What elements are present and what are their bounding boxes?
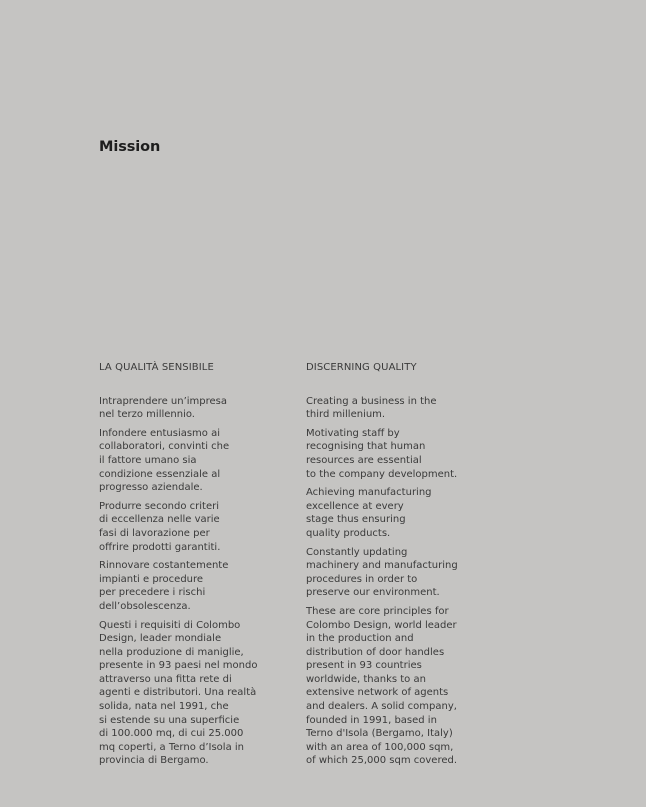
page-title: Mission	[99, 139, 161, 155]
text-line: quality products.	[306, 527, 391, 539]
text-line: Intraprendere un’impresa	[99, 395, 228, 407]
italian-paragraph-1	[99, 395, 269, 422]
italian-paragraph-5	[99, 619, 269, 769]
text-line: stage thus ensuring	[306, 514, 406, 526]
text-line: Motivating staff by	[306, 427, 400, 439]
text-line: These are core principles for	[306, 605, 449, 617]
text-line: presente in 93 paesi nel mondo	[99, 660, 258, 672]
text-line: condizione essenziale al	[99, 468, 221, 480]
text-line: collaboratori, convinti che	[99, 441, 230, 453]
english-paragraph-5	[306, 605, 476, 768]
italian-paragraph-2	[99, 427, 269, 495]
text-line: present in 93 countries	[306, 660, 422, 672]
text-line: attraverso una fitta rete di	[99, 673, 232, 685]
text-line: solida, nata nel 1991, che	[99, 701, 229, 713]
text-line: di eccellenza nelle varie	[99, 514, 220, 526]
english-heading: DISCERNING QUALITY	[306, 362, 417, 373]
text-line: provincia di Bergamo.	[99, 755, 209, 767]
text-line: Produrre secondo criteri	[99, 500, 220, 512]
text-line: mq coperti, a Terno d’Isola in	[99, 741, 244, 753]
text-line: distribution of door handles	[306, 646, 445, 658]
text-line: third millenium.	[306, 409, 386, 421]
text-line: in the production and	[306, 633, 414, 645]
text-line: Creating a business in the	[306, 395, 437, 407]
text-line: and dealers. A solid company,	[306, 701, 457, 713]
text-line: Colombo Design, world leader	[306, 619, 457, 631]
text-line: Infondere entusiasmo ai	[99, 427, 221, 439]
english-paragraph-3	[306, 486, 476, 540]
english-paragraph-2	[306, 427, 476, 481]
english-paragraph-4	[306, 546, 476, 600]
italian-paragraph-4	[99, 559, 269, 613]
english-paragraph-1	[306, 395, 476, 422]
text-line: recognising that human	[306, 441, 426, 453]
text-line: founded in 1991, based in	[306, 714, 437, 726]
text-line: offrire prodotti garantiti.	[99, 541, 221, 553]
text-line: Design, leader mondiale	[99, 633, 222, 645]
text-line: Terno d'Isola (Bergamo, Italy)	[306, 728, 453, 740]
text-line: per precedere i rischi	[99, 587, 206, 599]
text-line: progresso aziendale.	[99, 482, 203, 494]
text-line: il fattore umano sia	[99, 454, 197, 466]
italian-paragraph-3	[99, 500, 269, 554]
text-line: of which 25,000 sqm covered.	[306, 755, 458, 767]
text-line: with an area of 100,000 sqm,	[306, 741, 454, 753]
italian-column	[99, 361, 269, 773]
text-line: si estende su una superficie	[99, 714, 240, 726]
english-column	[306, 361, 476, 773]
text-line: impianti e procedure	[99, 573, 204, 585]
text-line: di 100.000 mq, di cui 25.000	[99, 728, 244, 740]
italian-heading: LA QUALITÀ SENSIBILE	[99, 362, 214, 373]
text-line: resources are essential	[306, 454, 422, 466]
text-line: nel terzo millennio.	[99, 409, 195, 421]
text-line: Rinnovare costantemente	[99, 560, 229, 572]
text-line: nella produzione di maniglie,	[99, 646, 244, 658]
text-line: fasi di lavorazione per	[99, 527, 210, 539]
text-line: preserve our environment.	[306, 587, 440, 599]
text-line: procedures in order to	[306, 573, 418, 585]
text-line: worldwide, thanks to an	[306, 673, 426, 685]
text-line: dell’obsolescenza.	[99, 600, 191, 612]
text-line: extensive network of agents	[306, 687, 449, 699]
text-line: Constantly updating	[306, 546, 408, 558]
text-line: excellence at every	[306, 500, 404, 512]
text-line: agenti e distributori. Una realtà	[99, 687, 257, 699]
text-line: machinery and manufacturing	[306, 560, 458, 572]
text-line: Achieving manufacturing	[306, 487, 432, 499]
text-line: Questi i requisiti di Colombo	[99, 619, 241, 631]
text-line: to the company development.	[306, 468, 458, 480]
